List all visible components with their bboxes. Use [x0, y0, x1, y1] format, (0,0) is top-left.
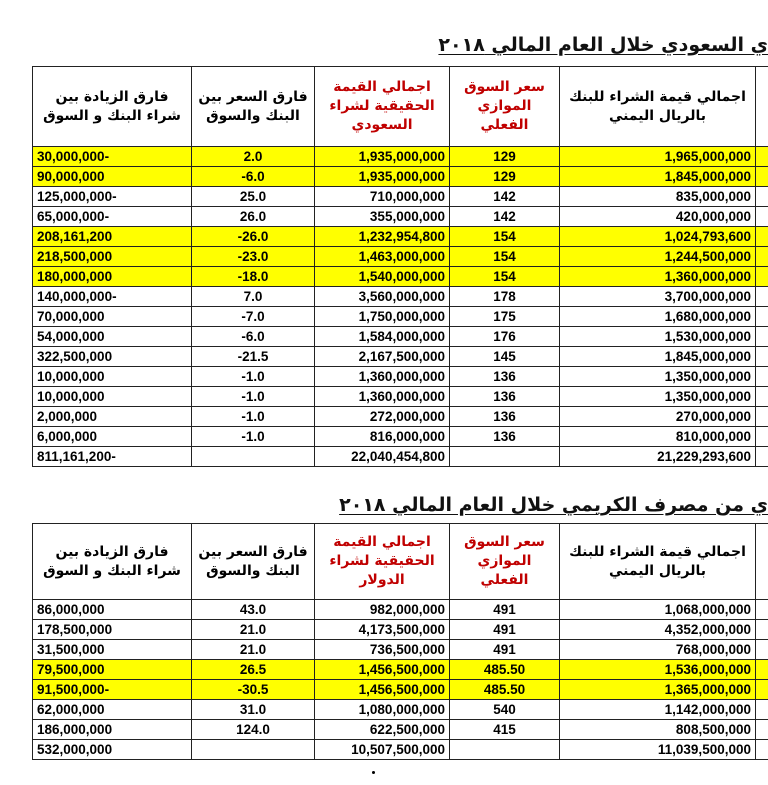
header-bank-total: اجمالي قيمة الشراء للبنك بالريال اليمني: [560, 524, 756, 600]
cell-bank-total: 270,000,000: [560, 407, 756, 427]
total-cell-real-value: 22,040,454,800: [315, 447, 450, 467]
cell-increase-diff: 208,161,200: [33, 227, 192, 247]
cell-increase-diff: 54,000,000: [33, 327, 192, 347]
cell-bank-total: 4,352,000,000: [560, 620, 756, 640]
cell-increase-diff: 186,000,000: [33, 720, 192, 740]
cell-cut-column: [756, 147, 768, 167]
table-row: [33, 287, 768, 307]
table-row: [33, 247, 768, 267]
cell-real-value: 2,167,500,000: [315, 347, 450, 367]
cell-increase-diff: 178,500,000: [33, 620, 192, 640]
cell-bank-total: 1,845,000,000: [560, 347, 756, 367]
cell-cut-column: [756, 680, 768, 700]
cell-increase-diff: 180,000,000: [33, 267, 192, 287]
cell-bank-total: 420,000,000: [560, 207, 756, 227]
cell-cut-column: [756, 740, 768, 760]
table-2-title: ي من مصرف الكريمي خلال العام المالي ٢٠١٨: [339, 494, 768, 516]
total-cell-price-diff: [192, 740, 315, 760]
cell-market-rate: 154: [450, 227, 560, 247]
cell-market-rate: 491: [450, 600, 560, 620]
cell-price-diff: 43.0: [192, 600, 315, 620]
cell-bank-total: 1,680,000,000: [560, 307, 756, 327]
table-row: [33, 267, 768, 287]
table-row: [33, 227, 768, 247]
cell-real-value: 1,456,500,000: [315, 660, 450, 680]
cell-cut-column: [756, 347, 768, 367]
cell-price-diff: -1.0: [192, 407, 315, 427]
cell-bank-total: 808,500,000: [560, 720, 756, 740]
cell-cut-column: [756, 227, 768, 247]
cell-market-rate: 129: [450, 167, 560, 187]
kuraimi-purchases-table: [32, 523, 768, 760]
cell-market-rate: 485.50: [450, 660, 560, 680]
cell-price-diff: -18.0: [192, 267, 315, 287]
cell-market-rate: 415: [450, 720, 560, 740]
cell-increase-diff: 10,000,000: [33, 367, 192, 387]
cell-real-value: 1,463,000,000: [315, 247, 450, 267]
cell-increase-diff: 125,000,000-: [33, 187, 192, 207]
cell-price-diff: 2.0: [192, 147, 315, 167]
cell-cut-column: [756, 447, 768, 467]
table-row: [33, 640, 768, 660]
cell-market-rate: 491: [450, 620, 560, 640]
stray-dot: [372, 771, 375, 774]
total-cell-market-rate: [450, 447, 560, 467]
cell-increase-diff: 10,000,000: [33, 387, 192, 407]
cell-bank-total: 1,142,000,000: [560, 700, 756, 720]
cell-price-diff: -30.5: [192, 680, 315, 700]
cell-cut-column: [756, 720, 768, 740]
cell-cut-column: [756, 187, 768, 207]
cell-bank-total: 1,350,000,000: [560, 367, 756, 387]
cell-market-rate: 145: [450, 347, 560, 367]
table-row: [33, 660, 768, 680]
cell-price-diff: 124.0: [192, 720, 315, 740]
table-row: [33, 327, 768, 347]
header-cut-column: [756, 67, 768, 147]
table-row: [33, 600, 768, 620]
cell-increase-diff: 86,000,000: [33, 600, 192, 620]
table-row: [33, 187, 768, 207]
cell-real-value: 710,000,000: [315, 187, 450, 207]
cell-cut-column: [756, 700, 768, 720]
cell-bank-total: 1,360,000,000: [560, 267, 756, 287]
total-cell-increase-diff: 811,161,200-: [33, 447, 192, 467]
cell-price-diff: -1.0: [192, 387, 315, 407]
table-row: [33, 207, 768, 227]
cell-bank-total: 1,244,500,000: [560, 247, 756, 267]
cell-market-rate: 175: [450, 307, 560, 327]
table-row: [33, 620, 768, 640]
cell-cut-column: [756, 427, 768, 447]
cell-market-rate: 485.50: [450, 680, 560, 700]
cell-market-rate: 142: [450, 207, 560, 227]
cell-real-value: 1,080,000,000: [315, 700, 450, 720]
cell-real-value: 272,000,000: [315, 407, 450, 427]
total-cell-bank-total: 11,039,500,000: [560, 740, 756, 760]
cell-increase-diff: 30,000,000-: [33, 147, 192, 167]
total-cell-market-rate: [450, 740, 560, 760]
cell-bank-total: 3,700,000,000: [560, 287, 756, 307]
cell-bank-total: 1,024,793,600: [560, 227, 756, 247]
cell-real-value: 736,500,000: [315, 640, 450, 660]
cell-price-diff: 21.0: [192, 620, 315, 640]
header-price-diff: فارق السعر بين البنك والسوق: [192, 67, 315, 147]
cell-price-diff: 31.0: [192, 700, 315, 720]
total-cell-price-diff: [192, 447, 315, 467]
cell-real-value: 1,750,000,000: [315, 307, 450, 327]
cell-real-value: 1,360,000,000: [315, 387, 450, 407]
table-2-body: [33, 600, 768, 760]
table-row: [33, 387, 768, 407]
cell-price-diff: 7.0: [192, 287, 315, 307]
header-price-diff: فارق السعر بين البنك والسوق: [192, 524, 315, 600]
cell-real-value: 1,935,000,000: [315, 167, 450, 187]
cell-cut-column: [756, 660, 768, 680]
cell-cut-column: [756, 387, 768, 407]
cell-price-diff: -23.0: [192, 247, 315, 267]
cell-price-diff: -7.0: [192, 307, 315, 327]
cell-market-rate: 176: [450, 327, 560, 347]
cell-cut-column: [756, 267, 768, 287]
cell-market-rate: 129: [450, 147, 560, 167]
table-row: [33, 367, 768, 387]
table-row: [33, 680, 768, 700]
cell-increase-diff: 90,000,000: [33, 167, 192, 187]
cell-bank-total: 835,000,000: [560, 187, 756, 207]
cell-price-diff: -26.0: [192, 227, 315, 247]
cell-price-diff: -1.0: [192, 367, 315, 387]
header-increase-diff: فارق الزيادة بين شراء البنك و السوق: [33, 524, 192, 600]
cell-real-value: 1,540,000,000: [315, 267, 450, 287]
header-increase-diff: فارق الزيادة بين شراء البنك و السوق: [33, 67, 192, 147]
cell-bank-total: 1,350,000,000: [560, 387, 756, 407]
cell-market-rate: 142: [450, 187, 560, 207]
cell-real-value: 816,000,000: [315, 427, 450, 447]
cell-market-rate: 491: [450, 640, 560, 660]
cell-real-value: 1,584,000,000: [315, 327, 450, 347]
cell-bank-total: 1,536,000,000: [560, 660, 756, 680]
cell-increase-diff: 2,000,000: [33, 407, 192, 427]
table-row: [33, 407, 768, 427]
cell-market-rate: 540: [450, 700, 560, 720]
cell-real-value: 1,232,954,800: [315, 227, 450, 247]
total-cell-bank-total: 21,229,293,600: [560, 447, 756, 467]
table-row: [33, 720, 768, 740]
cell-bank-total: 1,530,000,000: [560, 327, 756, 347]
table-1-body: [33, 147, 768, 467]
cell-increase-diff: 322,500,000: [33, 347, 192, 367]
cell-increase-diff: 62,000,000: [33, 700, 192, 720]
cell-bank-total: 1,365,000,000: [560, 680, 756, 700]
cell-cut-column: [756, 307, 768, 327]
cell-market-rate: 154: [450, 267, 560, 287]
cell-increase-diff: 218,500,000: [33, 247, 192, 267]
table-row: [33, 147, 768, 167]
cell-real-value: 982,000,000: [315, 600, 450, 620]
table-row: [33, 700, 768, 720]
cell-market-rate: 136: [450, 387, 560, 407]
header-real-value: اجمالي القيمة الحقيقية لشراء الدولار: [315, 524, 450, 600]
cell-price-diff: 26.0: [192, 207, 315, 227]
cell-real-value: 1,456,500,000: [315, 680, 450, 700]
cell-increase-diff: 91,500,000-: [33, 680, 192, 700]
cell-cut-column: [756, 247, 768, 267]
cell-real-value: 1,360,000,000: [315, 367, 450, 387]
cell-cut-column: [756, 407, 768, 427]
cell-cut-column: [756, 287, 768, 307]
cell-bank-total: 810,000,000: [560, 427, 756, 447]
table-row: [33, 167, 768, 187]
cell-cut-column: [756, 167, 768, 187]
cell-increase-diff: 6,000,000: [33, 427, 192, 447]
cell-cut-column: [756, 600, 768, 620]
cell-cut-column: [756, 207, 768, 227]
cell-bank-total: 1,965,000,000: [560, 147, 756, 167]
cell-price-diff: -6.0: [192, 167, 315, 187]
header-market-rate: سعر السوق الموازي الفعلي: [450, 67, 560, 147]
cell-cut-column: [756, 367, 768, 387]
cell-increase-diff: 65,000,000-: [33, 207, 192, 227]
cell-bank-total: 1,845,000,000: [560, 167, 756, 187]
total-cell-increase-diff: 532,000,000: [33, 740, 192, 760]
header-market-rate: سعر السوق الموازي الفعلي: [450, 524, 560, 600]
cell-bank-total: 1,068,000,000: [560, 600, 756, 620]
cell-market-rate: 154: [450, 247, 560, 267]
table-row: [33, 427, 768, 447]
cell-cut-column: [756, 640, 768, 660]
header-bank-total: اجمالي قيمة الشراء للبنك بالريال اليمني: [560, 67, 756, 147]
cell-increase-diff: 140,000,000-: [33, 287, 192, 307]
cell-price-diff: -6.0: [192, 327, 315, 347]
table-row: [33, 307, 768, 327]
cell-real-value: 355,000,000: [315, 207, 450, 227]
cell-cut-column: [756, 327, 768, 347]
header-cut-column: [756, 524, 768, 600]
table-1-title: ي السعودي خلال العام المالي ٢٠١٨: [438, 34, 768, 56]
saudi-purchases-table: [32, 66, 768, 467]
cell-market-rate: 136: [450, 407, 560, 427]
cell-cut-column: [756, 620, 768, 640]
cell-increase-diff: 79,500,000: [33, 660, 192, 680]
cell-increase-diff: 70,000,000: [33, 307, 192, 327]
cell-market-rate: 136: [450, 367, 560, 387]
totals-row: [33, 740, 768, 760]
cell-price-diff: -1.0: [192, 427, 315, 447]
cell-price-diff: 21.0: [192, 640, 315, 660]
cell-price-diff: 25.0: [192, 187, 315, 207]
totals-row: [33, 447, 768, 467]
cell-real-value: 1,935,000,000: [315, 147, 450, 167]
cell-price-diff: 26.5: [192, 660, 315, 680]
cell-real-value: 622,500,000: [315, 720, 450, 740]
cell-market-rate: 136: [450, 427, 560, 447]
table-row: [33, 347, 768, 367]
cell-market-rate: 178: [450, 287, 560, 307]
cell-real-value: 4,173,500,000: [315, 620, 450, 640]
cell-bank-total: 768,000,000: [560, 640, 756, 660]
total-cell-real-value: 10,507,500,000: [315, 740, 450, 760]
cell-price-diff: -21.5: [192, 347, 315, 367]
cell-real-value: 3,560,000,000: [315, 287, 450, 307]
cell-increase-diff: 31,500,000: [33, 640, 192, 660]
header-real-value: اجمالي القيمة الحقيقية لشراء السعودي: [315, 67, 450, 147]
